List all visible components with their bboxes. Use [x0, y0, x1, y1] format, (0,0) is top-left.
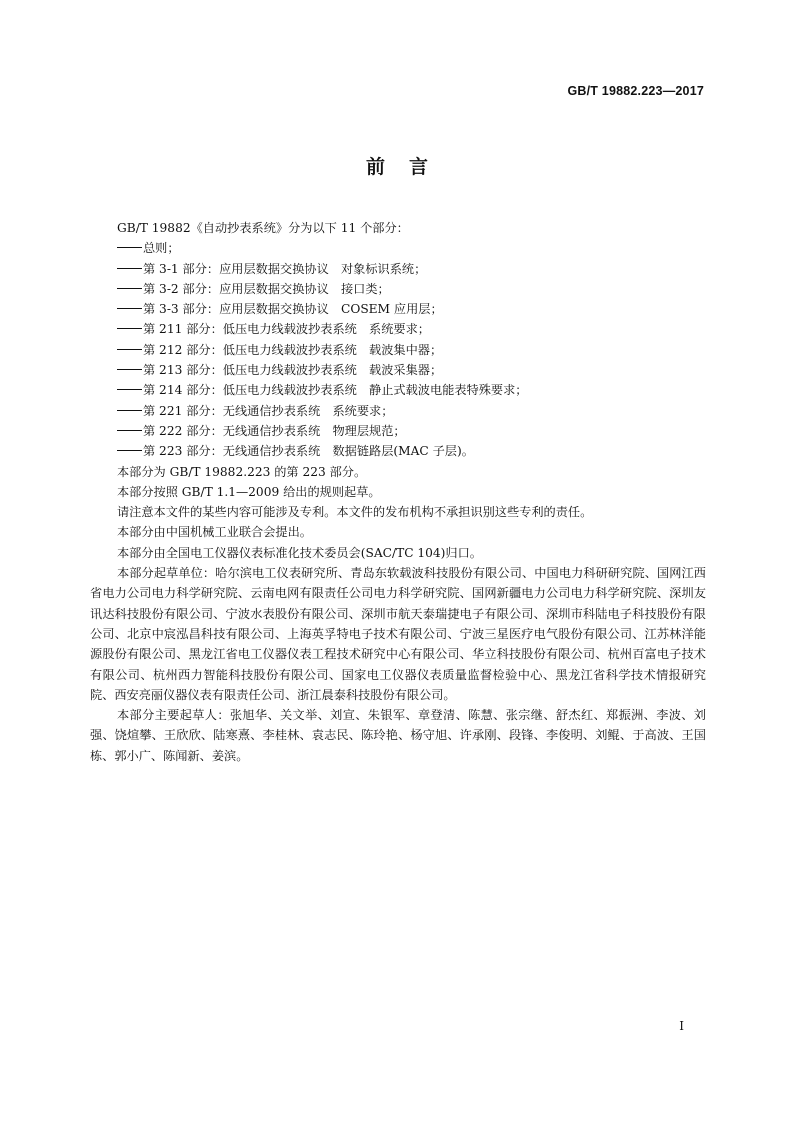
em-dash-marker: [117, 283, 143, 293]
list-item: 第 212 部分：低压电力线载波抄表系统 载波集中器；: [90, 340, 706, 360]
em-dash-marker: [117, 303, 143, 313]
foreword-body: [90, 218, 706, 766]
list-item: 第 3-1 部分：应用层数据交换协议 对象标识系统；: [90, 259, 706, 279]
drafting-units: 本部分起草单位：哈尔滨电工仪表研究所、青岛东软载波科技股份有限公司、中国电力科研研究院、国网江西省电力公司电力科学研究院、云南电网有限责任公司电力科学研究院、国网新疆电力公司电力科学研究院、深圳友讯达科技股份有限公司、宁波水表股份有限公司、深圳市航天泰瑞捷电子有限公司、深圳市科陆电子科技股份有限公司、北京中宸泓昌科技有限公司、上海英孚特电子技术有限公司、宁波三星医疗电气股份有限公司、江苏林洋能源股份有限公司、黑龙江省电工仪器仪表工程技术研究中心有限公司、华立科技股份有限公司、杭州百富电子技术有限公司、杭州西力智能科技股份有限公司、国家电工仪器仪表质量监督检验中心、黑龙江省科学技术情报研究院、西安亮丽仪器仪表有限责任公司、浙江晨泰科技股份有限公司。: [90, 566, 706, 702]
proposed-by: 本部分由中国机械工业联合会提出。: [117, 525, 312, 540]
drafters: 本部分主要起草人：张旭华、关文举、刘宣、朱银军、章登清、陈慧、张宗继、舒杰红、郑振洲、李波、刘强、饶煊攀、王欣欣、陆寒熹、李桂林、袁志民、陈玲艳、杨守旭、许承刚、段锋、李俊明、刘鲲、于高波、王国栋、郭小广、陈闻新、姜滨。: [90, 708, 706, 763]
list-item: 总则；: [90, 238, 706, 258]
page-title: 前言: [365, 156, 452, 178]
parts-intro: GB/T 19882《自动抄表系统》分为以下 11 个部分：: [117, 221, 409, 235]
page-number: I: [679, 1019, 684, 1033]
list-item: 第 211 部分：低压电力线载波抄表系统 系统要求；: [90, 319, 706, 339]
list-item: 第 222 部分：无线通信抄表系统 物理层规范；: [90, 421, 706, 441]
em-dash-marker: [117, 344, 143, 354]
em-dash-marker: [117, 323, 143, 333]
em-dash-marker: [117, 425, 143, 435]
em-dash-marker: [117, 384, 143, 394]
list-item: 第 223 部分：无线通信抄表系统 数据链路层(MAC 子层)。: [90, 441, 706, 461]
list-item: 第 221 部分：无线通信抄表系统 系统要求；: [90, 401, 706, 421]
standard-number: GB/T 19882.223—2017: [567, 84, 704, 98]
list-item: 第 3-3 部分：应用层数据交换协议 COSEM 应用层；: [90, 299, 706, 319]
drafting-rules: 本部分按照 GB/T 1.1—2009 给出的规则起草。: [117, 484, 381, 499]
centralized-by: 本部分由全国电工仪器仪表标准化技术委员会(SAC/TC 104)归口。: [117, 545, 482, 560]
part-statement: 本部分为 GB/T 19882.223 的第 223 部分。: [117, 464, 367, 479]
em-dash-marker: [117, 364, 143, 374]
list-item: 第 3-2 部分：应用层数据交换协议 接口类；: [90, 279, 706, 299]
patent-notice: 请注意本文件的某些内容可能涉及专利。本文件的发布机构不承担识别这些专利的责任。: [117, 505, 593, 520]
parts-list: [90, 238, 706, 461]
list-item: 第 213 部分：低压电力线载波抄表系统 载波采集器；: [90, 360, 706, 380]
em-dash-marker: [117, 242, 143, 252]
list-item: 第 214 部分：低压电力线载波抄表系统 静止式载波电能表特殊要求；: [90, 380, 706, 400]
em-dash-marker: [117, 405, 143, 415]
em-dash-marker: [117, 263, 143, 273]
em-dash-marker: [117, 445, 143, 455]
